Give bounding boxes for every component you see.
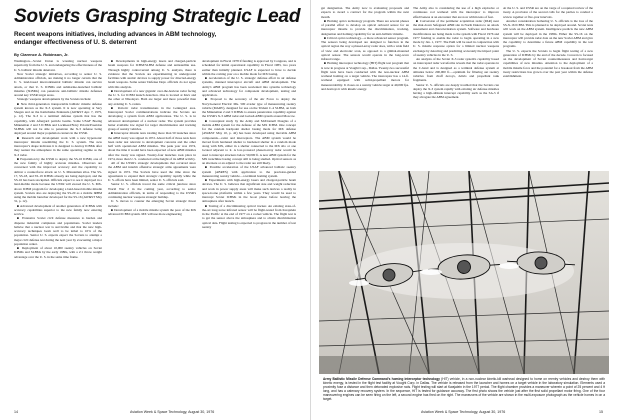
paragraph: ■ Preparation by the USSR to deploy the SS-16 ICBM, one of the new family of highly accurate missiles. Observers are concerned with the improved accuracy and the capability to deliver a counterforce attack on U. S. Minuteman silos. The SS-17, SS-18, and SS-19 ICBMs already are being deployed, and the SS-16 has been stockpiled. Officials expect to see it deployed in a land-mobile mode because the USSR will exceed the U. S. MX-above ICBM program for developing a land-based mobile missile system. Soviets also are deploying the SS-20 as a mobile IRBM using the mobile launcher developed for the SS-16 (AW&ST May 31, p. 12).	[14, 156, 102, 204]
byline: By Clarence A. Robinson, Jr.	[14, 52, 69, 57]
photo-caption	[323, 377, 605, 401]
paragraph: Senior U. S. officials traced the same critical juncture since World War 2 in the coming year, according to senior Administration officials, in terms of responding to the USSR's continuing nuclear weapons strategic buildup.	[108, 182, 196, 199]
paragraph: At the U. S. and USSR are on the verge of a required review of the treaty. A provision of the second calls for the parties to conduct a review together at five-year intervals.	[503, 6, 593, 19]
running-footer: Aviation Week & Space Technology, August 30, 1976	[421, 410, 506, 414]
photo-hit-vehicle-test	[319, 171, 609, 374]
column-2	[108, 59, 196, 405]
paragraph: ■ Proposal to the secretary of the Air Force to deploy the Navy/General Electric Mk. 500 evader type of maneuvering reentry vehicle (MARV), designed for use on the Trident C-4 SLBM, on both the Minuteman 2 and 3 ICBMs to ensure penetration capability against the USSR's X-3 ABM radar and Galosh ABM system around Moscow.	[202, 97, 296, 119]
caption-lead: Army Ballistic Missile Defense Command's homing interceptor technology	[323, 377, 440, 381]
paragraph: ■ Conversion of the perimeter acquisition radar (PAR) near the shut-down Safeguard ABM site in North Dakota to an attack assessment and characterization system. Software and hardware modifications are being made to the system with Fiscal 1976 and 1977 funding to enable the radar to begin operating in a new mode by Jan. 1, 1977. The PAR will be used in conjunction with U. S. missile response option for a limited nuclear weapons exchange by detecting and predicting accurately the impact point of reentry vehicles in the U. S.	[413, 18, 499, 57]
paragraph: ■ Homing interceptor technology (HIT) flight test program that is now in progress at Vought Corp., Dallas. Twenty-two successful flight tests have been conducted with the non-nuclear ABM warhead homing on a target vehicle. The interceptor has a 14-ft. warhead equipped with solid-propellant motors for maneuverability. It closes on a reentry vehicle target at 40,000 fps. and destroys it with kinetic energy.	[321, 61, 409, 91]
paragraph: ■ Deployment of about 10,000 reentry vehicles on Soviet ICBMs and SLBMs by the early 1980s, with a 2:1 throw weight advantage over the U. S. in the same time frame.	[14, 246, 102, 259]
paragraph: Another consideration bothering U. S. officials is the loss of the SS-X-16 ICBM. This is planned to be deployed around. Soviet tests will work on the ABM system. Intelligence predicts the new ABM system will be deployed in the 1980s. Either the SS-16 on the interceptor will provide radar data on the new Soviet ABM and give the capability to determine a future ABM capability in the test programs.	[503, 18, 593, 49]
paragraph: ■ Extensive Soviet civil defense measures to harden and disperse industrial complexes and populations. Soviet leaders believe that a nuclear war is survivable and that the new high-accuracy techniques loom well to be lethal to 10% of the population. Senior U. S. experts expect the Soviets to attempt a major civil defense test during the next year by evacuating a major population center.	[14, 216, 102, 246]
page-number: 14	[14, 410, 18, 414]
paragraph: development in Fiscal 1978 if funding is approved by Congress, and is scheduled for initial operational capability in Fiscal 1983, two years earlier than initially planned. USAF is expected to have to decide within the coming year on a mobile mode for MX basing.	[202, 59, 296, 76]
paragraph: The Army also is considering the use of a high explosive or continuous rod warhead with the interceptor to improve effectiveness at an encounter that are now within tens of feet.	[413, 6, 499, 19]
running-footer: Aviation Week & Space Technology, August 30, 1976	[130, 410, 215, 414]
paragraph: ■ Development of a mobile missile system the pace of the MX advanced ICBM system. MX will use more engineering	[108, 207, 196, 216]
paragraph: ■ New third-generation transportable ballistic missile defense system known as the X-3 system. It is now operating at Sary Shagan and on the Kamchatka Peninsula (AW&ST Apr. 7, 1975, p. 12). The X-3 is a terminal defense system that has the capability, with Aftergard particle beams. Some USAF Boeing Minuteman 2 and 3 ICBMs and Lockheed/Navy Polaris/Poseidon SLBMs will not be able to penetrate the X-3 defense being deployed around major population centers in the USSR.	[14, 101, 102, 136]
paragraph: ■ Experiments with high-energy lasers and charged-particle beam devices. The U. S. believes that significant size and weight reduction and work in power supply areas will make such devices a reality in space-borne platforms within a few years. They would be used to intercept Soviet ICBMs in the boost phase before leaving the atmosphere after launch.	[202, 178, 296, 204]
paragraph: ■ Possible acceleration of the USAF advanced ballistic reentry system (ABRES) with application to the precision-guided maneuvering reentry vehicle—a terminal homing system.	[202, 165, 296, 178]
paragraph: U. S. moves to counter the emerging Soviet strategic threat include:	[108, 199, 196, 208]
column-6	[503, 6, 593, 169]
paragraph: ■ Research and development work with a new hypersonic interceptor missile resembling the U. S. system. The new interceptor's shape indicates it is designed to destroy ICBMs after they reenter the atmosphere in the same operating regime as the X-3 radar.	[14, 135, 102, 157]
paragraph: ■ Homing optics technology program. There are several phases of parallel effort to develop an optical onboard sensor for an interceptor missile to provide the discrimination, tracking, designation and homing capability for an anti-ballistic missile.	[321, 18, 409, 36]
paragraph: Strategic weapons developments by the Soviets include:	[17, 97, 92, 102]
paragraph: Washington—Soviet Union is wresting nuclear weapons superiority from the U. S. and endangering the effectiveness of the U. S. ballistic missile deterrent.	[14, 59, 102, 72]
column-4	[321, 6, 409, 169]
column-1	[14, 59, 102, 405]
paragraph: Senior U. S. officials are deeply troubled that the Soviets can deploy the X-3 system rapidly with existing air defense missiles having a high-altitude intercept capability such as the SA-5 if they abrogate the ABM agreement.	[413, 82, 499, 100]
deck: Recent weapons initiatives, including advances in ABM technology, endanger effectiveness of U. S. deterrent	[14, 31, 217, 46]
paragraph: ■ Robotic radar transmissions in the Leningrad area. Intercepted Soviet communications indicate the Soviets are developing a system from ABM applications. The U. S. is in advanced development of a nuclear radar. The system provides better available low signal for target discrimination and tracking group of reentry vehicles.	[108, 105, 196, 131]
right-page	[311, 0, 622, 420]
paragraph: ■ Acceleration of the U. S. strategic defense effort in air defense systems, manned interceptor aircraft and ABM development. The Army's ABM program has been reoriented into systems technology and advanced technology for component development, testing and application.	[202, 76, 296, 97]
paragraph: ■ Developments in high-energy lasers and charged-particle beam weapons for ICBM/SLBM defense and antisatellite use. Through highly controversial among U. S. analysts, there is evidence that the Soviets are experimenting in underground facilities with atomic devices to supply power for directed-energy beam weapons. Some senior Defense Dept. officials do not agree with this analysis.	[108, 59, 196, 89]
paragraph: ■ Critical optics technology—a more advanced sensor program. The sensors being developed are designed to function in the optical region the way a phased-array radar does, with a wide field of view and electronic scan, as opposed to a gimbal-mounted optical sensor. The sensors would operate in the long-wave infrared range.	[321, 35, 409, 61]
paragraph: New Soviet strategic initiatives, according to senior U. S. Administration officials, are making it no longer certain that the U. S. land-based intercontinental ballistic missile can survive attack, or that U. S. ICBMs and submarine-launched ballistic missiles (SLBMs) can penetrate anti-ballistic missile defenses around key USSR target areas.	[14, 71, 102, 97]
caption-body: (HIT) vehicle, in a non-nuclear kinetic-kill warhead designed to home on reentry vehicles and destroy them with kinetic energy, is tested in the flight test facility at Vought Corp. in Dallas. The vehicle is released from the launcher and homes on a target vehicle in the laboratory simulation. Elements used a proximity fuse a distance and then detonated explosive rods. Flight testing will start at Kwajalein in the 1977 period. The flight chamber provides a maneuver wherein a point of 25 percent and 4 ft long, and has a catenary recovery system. In the sequence, HIT is tested for guidance accuracy. The first photo shows the vehicle just after the first solid propellant motor firing. One of the four maneuvering engines can be seen firing on the left, a second engine has fired on the right. The maneuvers of the vehicle are shown in the multi-exposure photograph as the vehicle homes in on a target.	[323, 377, 606, 402]
paragraph: ■ Interceptor missile tests totaling more than 50 launches since the ABM treaty was signed in 1972. About half of those tests have been radar test relevant to development concerns and the other half with operational ABM missiles. The peak year was 1974, about the time it would have been expected of new ABM missiles after the treaty was signed. Twenty-four launches took place in 1974, more than U. S. conducted at the height of its ABM activity.	[108, 131, 196, 161]
paragraph: ■ Testing of a discriminating optical tracker. An existing state-of-the-art long-wave infrared sensor will be flight-tested from Kwajalein in the Pacific at the end of 1977 on a rocket vehicle. The flight test is to get the sensor above the atmosphere and to obtain discrimination optical data. Flight testing is expected to progress in the number of test reentry	[202, 203, 296, 229]
paragraph: ■ Conceptual study by the Army and McDonnell Douglas of a mobile ABM system for the defense of the MX ICBM. One concept for the random hardpoint shelter basing mode for MX defense (AW&ST May 10, p. 42) has been developed using movable ABM components—radar and interceptors. The ABM system would be moved from hardened shelter to hardened shelter in a random mode along with MX, either in a shelter connected to the MX silo or one located adjacent to it. A low-powered phased-array radar would be used to intercept attackers below 50,000 ft. A new ABM system for the MX trenchline basing concept still is being studied. Optical sensors as an alternate or an adjunct to the radar are still likely.	[202, 118, 296, 165]
paragraph: ■ Development of a new gigantic over-the-horizon radar facing the U. S. for ICBM launch detection. One is located at Kiev and the other at Nikolayev. Both are larger and more powerful than any existing U. S. radars.	[108, 88, 196, 106]
column-3	[202, 59, 296, 405]
paragraph: The U. S. expects the Soviets to begin flight testing of a new generation of ICBMs by the end of the decade. Concern is focused on the development of Soviet countermeasures and hard-target capabilities of new missiles. Attention to the deployment of a mobile missile force and the potential for a breakout from the ABM treaty restrictions has grown over the past year within the defense establishment.	[503, 48, 593, 78]
paragraph: ■ Advanced development of another generation of ICBMs with accuracy capabilities superior to the new family now entering service.	[14, 203, 102, 216]
paragraph: All of the USSR's strategic developments that occurred since the ABM and interim offensive strategic arms agreements were signed in 1972. The Soviets have used the time since the agreements to expand their strategic capability rapidly while the U. S. efforts have been limited, senior U. S. officials said.	[108, 161, 196, 182]
column-5	[413, 6, 499, 169]
paragraph: get designation. The Army now is evaluating proposals and expects to award a contract for the program within the next month.	[321, 6, 409, 19]
paragraph: An analysis of the Soviet X-3 radar system's capability based on intercepted radar waveforms reveals that the radar operates in the C-band and is designed as a terminal defense system at altitudes below 200,000 ft.—optimum for filtering out reentry vehicles from chaff decoys, debris and propellant tank fragments.	[413, 57, 499, 83]
page-number: 15	[599, 410, 603, 414]
headline: Soviets Grasping Strategic Lead	[14, 6, 301, 27]
